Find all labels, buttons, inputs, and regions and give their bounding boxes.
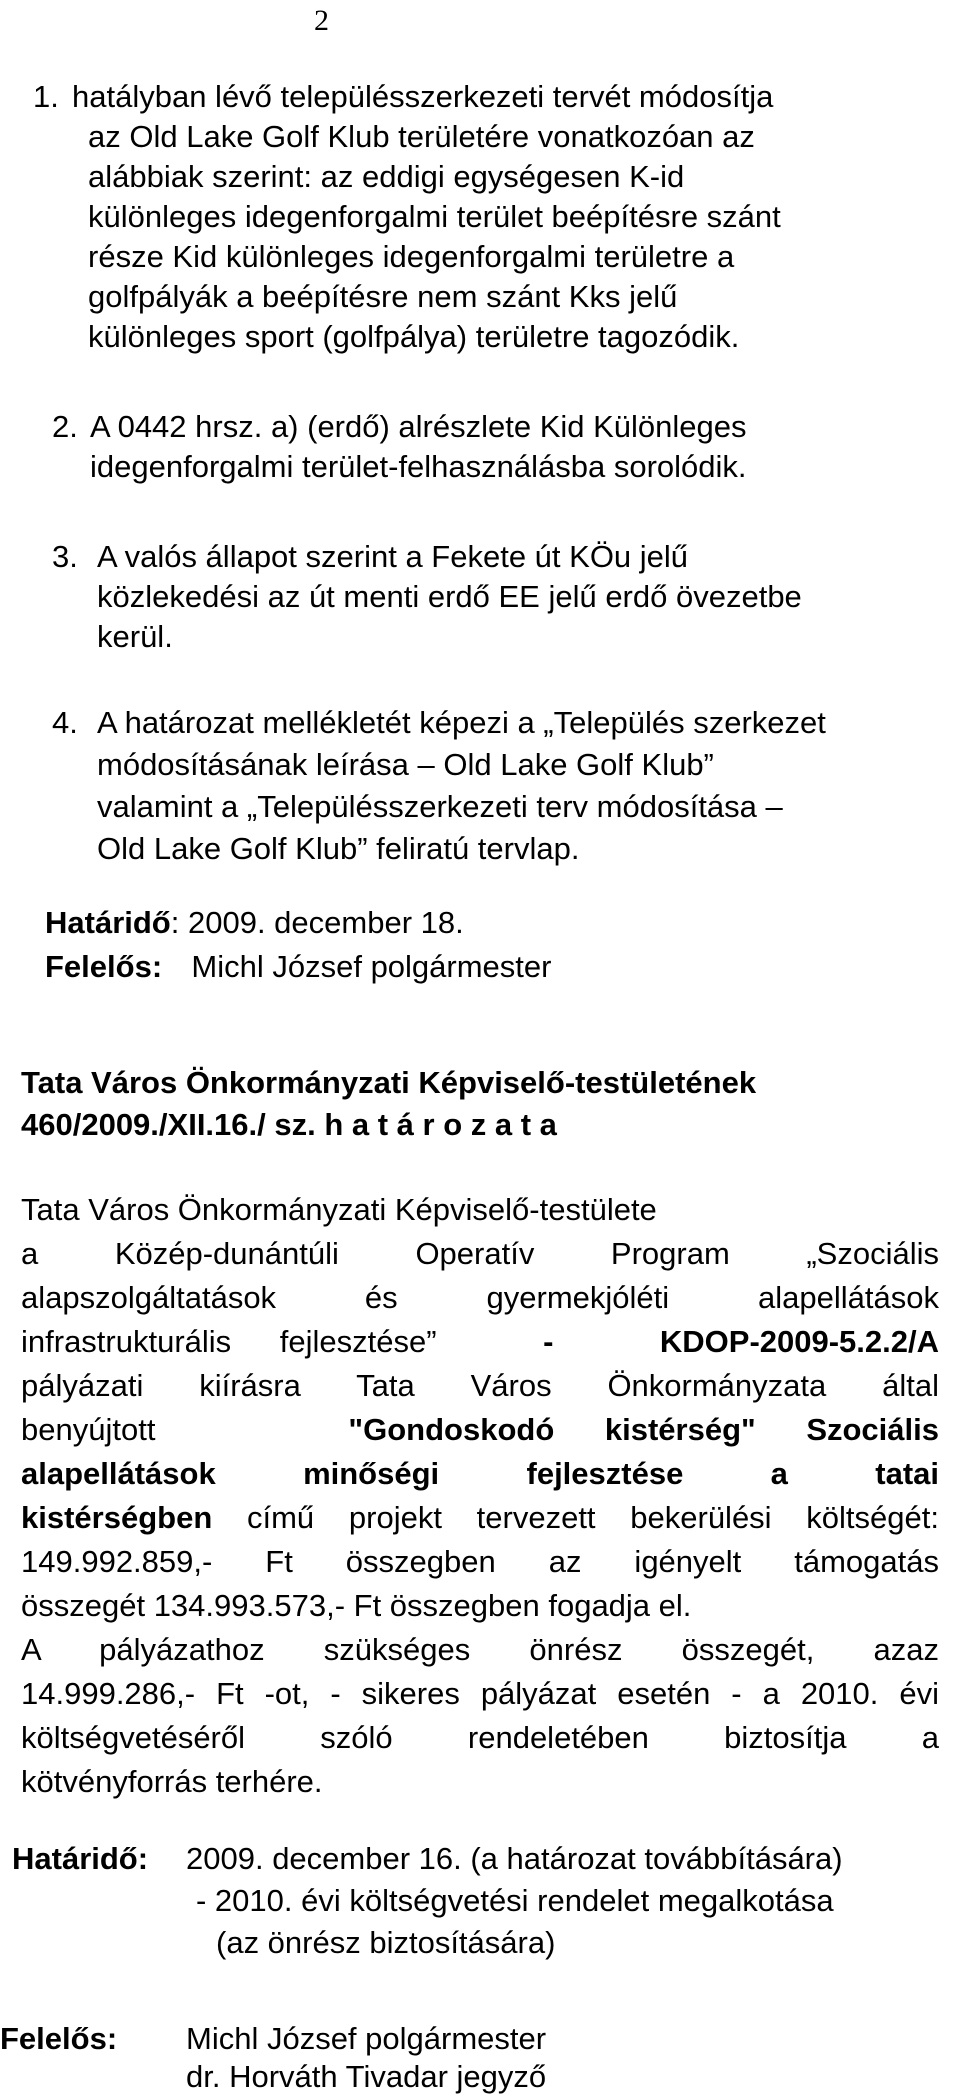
page-number: 2 [314, 4, 329, 37]
project-name-part-1: "Gondoskodó kistérség" Szociális [348, 1412, 939, 1447]
body-line: alapszolgáltatások és gyermekjóléti alapellátások [21, 1280, 939, 1315]
body-line: összegét 134.993.573,- Ft összegben fogadja el. [21, 1588, 692, 1623]
body-line: költségvetéséről szóló rendeletében biztosítja a [21, 1720, 939, 1755]
body-line-6 [21, 1408, 939, 1452]
body-line: A pályázathoz szükséges önrész összegét, azaz [21, 1632, 939, 1667]
deadline-2-line: 2009. december 16. (a határozat továbbítására) [186, 1841, 843, 1876]
body-line: pályázati kiírásra Tata Város Önkormányzata által [21, 1368, 939, 1403]
item-1-line: hatályban lévő településszerkezeti tervét módosítja [72, 79, 774, 114]
body-line-8 [21, 1496, 939, 1540]
deadline-1 [45, 902, 464, 944]
item-2-number: 2. [52, 409, 78, 444]
item-3-line: kerül. [97, 619, 173, 654]
item-4-line: módosításának leírása – Old Lake Golf Klub” [97, 747, 714, 782]
body-line: kötvényforrás terhére. [21, 1764, 323, 1799]
resolution-body [21, 1188, 939, 1804]
responsible-1-value: Michl József polgármester [191, 949, 552, 984]
deadline-2-line: (az önrész biztosítására) [216, 1925, 556, 1960]
item-3-line: A valós állapot szerint a Fekete út KÖu jelű [97, 539, 689, 574]
body-line-4 [21, 1320, 939, 1364]
body-line-8b: című projekt tervezett bekerülési költségét: [212, 1500, 939, 1535]
item-1-line: különleges sport (golfpálya) területre tagozódik. [88, 319, 740, 354]
item-4-line: A határozat mellékletét képezi a „Település szerkezet [97, 705, 826, 740]
item-3-line: közlekedési az út menti erdő EE jelű erdő övezetbe [97, 579, 802, 614]
project-code: KDOP-2009-5.2.2 [659, 1324, 908, 1359]
item-4-number: 4. [52, 705, 78, 740]
responsible-2-line: Michl József polgármester [186, 2021, 547, 2056]
body-line-4a: infrastrukturális fejlesztése” [21, 1324, 437, 1359]
item-3-number: 3. [52, 539, 78, 574]
body-line: a Közép-dunántúli Operatív Program „Szociális [21, 1236, 939, 1271]
responsible-2-line: dr. Horváth Tivadar jegyző [186, 2059, 547, 2094]
item-4-line: Old Lake Golf Klub” feliratú tervlap. [97, 831, 580, 866]
resolution-number [21, 1104, 557, 1146]
project-name-part-2: alapellátások minőségi fejlesztése a tatai [21, 1456, 939, 1491]
item-2-line: A 0442 hrsz. a) (erdő) alrészlete Kid Különleges [90, 409, 747, 444]
project-code-suffix: /A [908, 1324, 939, 1359]
deadline-1-label: Határidő [45, 905, 171, 940]
body-line: 149.992.859,- Ft összegben az igényelt támogatás [21, 1544, 939, 1579]
project-name-part-3: kistérségben [21, 1500, 213, 1535]
resolution-word: h a t á r o z a t a [324, 1107, 557, 1142]
deadline-1-value: : 2009. december 18. [170, 905, 464, 940]
item-1-number: 1. [33, 79, 59, 114]
responsible-2-label: Felelős: [0, 2021, 118, 2056]
item-1-line: golfpályák a beépítésre nem szánt Kks jelű [88, 279, 678, 314]
resolution-title: Tata Város Önkormányzati Képviselő-testületének [21, 1065, 757, 1100]
item-2-line: idegenforgalmi terület-felhasználásba sorolódik. [90, 449, 747, 484]
body-line: 14.999.286,- Ft -ot, - sikeres pályázat esetén - a 2010. évi [21, 1676, 939, 1711]
responsible-1-label: Felelős: [45, 949, 163, 984]
deadline-2-line: - 2010. évi költségvetési rendelet megalkotása [196, 1883, 834, 1918]
item-4-line: valamint a „Településszerkezeti terv módosítása – [97, 789, 783, 824]
body-line-6a: benyújtott [21, 1412, 156, 1447]
item-1-line: alábbiak szerint: az eddigi egységesen K-id [88, 159, 685, 194]
body-line-4b: - [543, 1324, 554, 1359]
resolution-number-text: 460/2009./XII.16./ sz. [21, 1107, 316, 1142]
item-1-line: különleges idegenforgalmi terület beépítésre szánt [88, 199, 781, 234]
deadline-2-label: Határidő: [12, 1841, 149, 1876]
item-1-line: az Old Lake Golf Klub területére vonatkozóan az [88, 119, 755, 154]
item-1-line: része Kid különleges idegenforgalmi területre a [88, 239, 735, 274]
responsible-1 [45, 946, 551, 988]
body-line: Tata Város Önkormányzati Képviselő-testülete [21, 1192, 657, 1227]
